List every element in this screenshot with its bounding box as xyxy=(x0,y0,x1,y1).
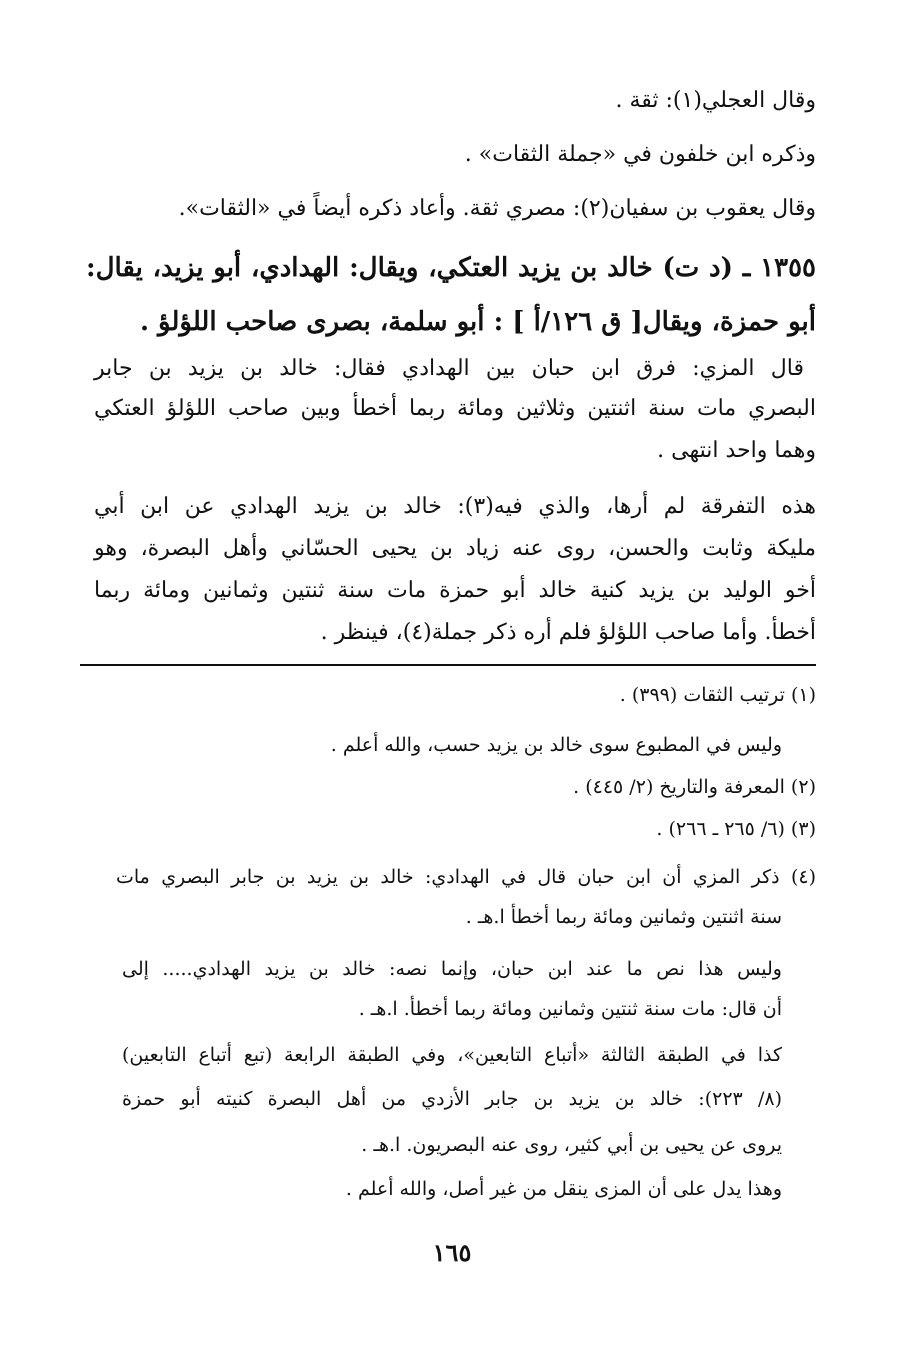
footnote: (٨/ ٢٢٣): خالد بن يزيد بن جابر الأزدي من أهل البصرة كنيته أبو حمزة xyxy=(122,1088,782,1110)
footnote: وليس في المطبوع سوى خالد بن يزيد حسب، والله أعلم . xyxy=(330,734,782,756)
text-line: قال المزي: فرق ابن حبان بين الهدادي فقال: خالد بن يزيد بن جابر xyxy=(94,356,804,381)
footnote: كذا في الطبقة الثالثة «أتباع التابعين»، وفي الطبقة الرابعة (تبع أتباع التابعين) xyxy=(122,1044,782,1066)
text-line: هذه التفرقة لم أرها، والذي فيه(٣): خالد بن يزيد الهدادي عن ابن أبي xyxy=(94,494,816,519)
entry-heading: أبو حمزة، ويقال[ ق ١٢٦/أ ] : أبو سلمة، بصرى صاحب اللؤلؤ . xyxy=(139,307,816,337)
text-line: وقال العجلي(١): ثقة . xyxy=(615,88,816,113)
text-line: وقال يعقوب بن سفيان(٢): مصري ثقة. وأعاد ذكره أيضاً في «الثقات». xyxy=(178,196,816,221)
text-line: مليكة وثابت والحسن، روى عنه زياد بن يحيى الحسّاني وأهل البصرة، وهو xyxy=(94,536,816,561)
footnote: وليس هذا نص ما عند ابن حبان، وإنما نصه: خالد بن يزيد الهدادي..... إلى xyxy=(122,958,782,980)
footnote: وهذا يدل على أن المزى ينقل من غير أصل، والله أعلم . xyxy=(345,1178,782,1200)
page-number: ١٦٥ xyxy=(432,1238,472,1267)
text-line: البصري مات سنة اثنتين وثلاثين ومائة ربما أخطأ وبين صاحب اللؤلؤ العتكي xyxy=(94,396,816,421)
text-line: أخو الوليد بن يزيد كنية خالد أبو حمزة مات سنة ثنتين وثمانين ومائة ربما xyxy=(94,578,816,603)
text-line: وذكره ابن خلفون في «جملة الثقات» . xyxy=(464,142,816,167)
text-line: وهما واحد انتهى . xyxy=(657,438,816,463)
footnote: (٢) المعرفة والتاريخ (٢/ ٤٤٥) . xyxy=(573,776,816,798)
footnote: (١) ترتيب الثقات (٣٩٩) . xyxy=(619,684,816,706)
footnote: سنة اثنتين وثمانين ومائة ربما أخطأ ا.هـ . xyxy=(465,906,782,928)
footnote: (٣) (٦/ ٢٦٥ ـ ٢٦٦) . xyxy=(656,818,816,840)
entry-heading: ١٣٥٥ ـ (د ت) خالد بن يزيد العتكي، ويقال: الهدادي، أبو يزيد، يقال: xyxy=(86,253,816,283)
footnote-separator xyxy=(80,664,816,666)
footnote: أن قال: مات سنة ثنتين وثمانين ومائة ربما أخطأ. ا.هـ . xyxy=(358,998,782,1020)
footnote: (٤) ذكر المزي أن ابن حبان قال في الهدادي: خالد بن يزيد بن جابر البصري مات xyxy=(116,866,816,888)
text-line: أخطأ. وأما صاحب اللؤلؤ فلم أره ذكر جملة(٤)، فينظر . xyxy=(320,620,816,645)
footnote: يروى عن يحيى بن أبي كثير، روى عنه البصريون. ا.هـ . xyxy=(361,1134,782,1156)
